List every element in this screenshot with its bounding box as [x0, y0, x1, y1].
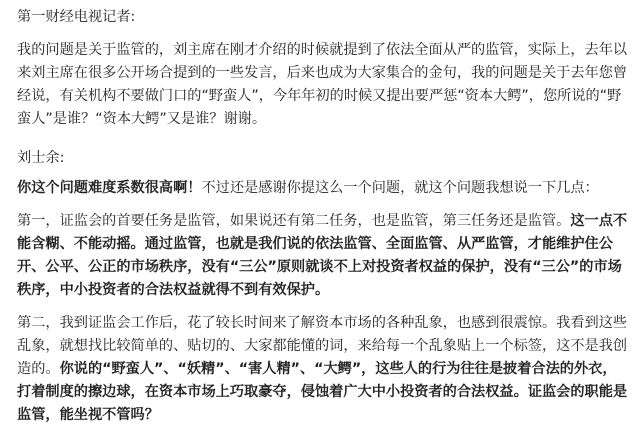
point-two-text: 第二，我到证监会工作后，花了较长时间来了解资本市场的各种乱象，也感到很震惊。我看到这些乱象，就想找比较简单的、贴切的、大家都能懂的词，来给每一个乱象贴上一个标签，这不是我创造的。	[17, 315, 628, 377]
answer-intro-bold: 你这个问题难度系数很高啊！	[17, 180, 202, 196]
point-one-rest: 通过监管，也就是我们说的依法监管、全面监管、从严监管，才能维护住公开、公平、公正的市场秩序，没有“三公”原则就谈不上对投资者权益的保护，没有“三公”的市场秩序，中小投资者的合法权益就得不到有效保护。	[17, 236, 622, 298]
speaker-liu-label: 刘士余:	[17, 150, 65, 166]
answer-intro-rest: 不过还是感谢你提这么一个问题，就这个问题我想说一下几点：	[201, 180, 599, 196]
point-one-text: 第一，证监会的首要任务是监管，如果说还有第二任务，也是监管，第三任务还是监管。	[17, 213, 571, 229]
speaker-reporter-label: 第一财经电视记者:	[17, 9, 136, 25]
question-paragraph: 我的问题是关于监管的，刘主席在刚才介绍的时候就提到了依法全面从严的监管，实际上，去年以来刘主席在很多公开场合提到的一些发言，后来也成为大家集合的金句，我的问题是关于去年您曾经说，有关机构不要做门口的“野蛮人”，今年年初的时候又提出要严惩“资本大鳄”，您所说的“野蛮人”是谁？“资本大鳄”又是谁？谢谢。	[17, 42, 628, 127]
point-two-bold: 你说的“野蛮人”、“妖精”、“害人精”、“大鳄”，这些人的行为往往是披着合法的外衣，打着制度的擦边球，在资本市场上巧取豪夺，侵蚀着广大中小投资者的合法权益。证监会的职能是监管，能坐视不管吗？	[17, 361, 628, 423]
point-two-paragraph	[17, 312, 629, 427]
answer-intro-paragraph	[17, 177, 629, 200]
point-one-bold: 这一点不能含糊、不能动摇。	[17, 213, 628, 252]
point-one-paragraph	[17, 210, 629, 302]
